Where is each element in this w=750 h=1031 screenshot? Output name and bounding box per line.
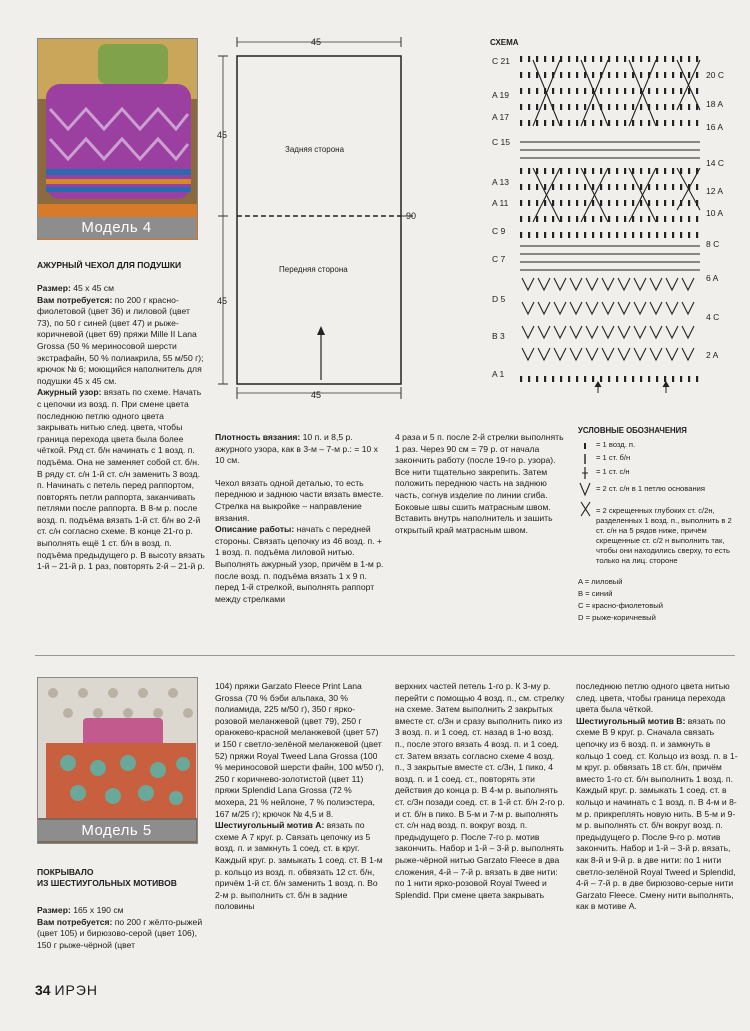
m5-need-text: по 200 г жёлто-рыжей (цвет 105) и бирюзово-серой (цвет 106), 150 г рыже-чёрной (цвет	[37, 916, 203, 950]
legend-color: D = рыже-коричневый	[578, 613, 656, 622]
scheme-row-label: D 5	[492, 294, 506, 304]
dim-left-bottom: 45	[217, 296, 228, 306]
pattern-label: Ажурный узор:	[37, 387, 102, 398]
back-side-label: Задняя сторона	[285, 145, 345, 154]
chain-stitch-icon	[584, 443, 586, 449]
scheme-row-label-right: 16 A	[706, 122, 724, 132]
m5-col3-text: верхних частей петель 1-го р. К 3-му р. перейти с помощью 4 возд. п., см. стрелку на схеме. Затем выполнить 2 закрытых вместе ст. с/3н и сразу выполнить пико из 3 возд. п. и 1 соед. ст. назад в 1-ю возд. п., после этого вязать 4 возд. п. и 1 соед. ст. Затем вязать согласно схеме 4 возд. п., 3 закрытые вместе ст. с/3н, 1 пико, 4 возд. п. и 1 соед. ст., повторять эти действия до конца р. В 4-м р. выполнять ст. с/3н позади соед. ст. в 1-й ст. б/н 2-го р. и ст. б/н в пико. В 5-м и 7-м р. выполнять ст. с/н над возд. п. вокруг возд. п. предыдущего р. После 7-го р. мотив закончить. Набор и 1-й – 3-й р. выполнять рыже-чёрной нитью Garzato Fleece в два сложения, 4-й – 7-й р. вязать в две нити: по 1 нити ярко-розовой Royal Tweed и Splendid. При смене цвета закрывать	[395, 681, 565, 900]
model5-photo	[37, 677, 198, 844]
scheme-row-label: C 7	[492, 254, 506, 264]
model5-title-line2: ИЗ ШЕСТИУГОЛЬНЫХ МОТИВОВ	[37, 878, 177, 888]
scheme-row-label-right: 6 A	[706, 273, 719, 283]
model4-label: Модель 4	[37, 217, 196, 238]
need-text: по 200 г красно-фиолетовой (цвет 36) и лиловой (цвет 73), по 50 г синей (цвет 47) и рыже-коричневой (цвет 69) пряжи Mille II Lana Grossa (50 % мериносовой шерсти экстрафайн, 50 % полиакрила, 55 м/50 г); крючок № 6; моющийся наполнитель для подушки 45 х 45 см.	[37, 294, 204, 386]
legend-item: = 1 ст. с/н	[596, 467, 630, 476]
model5-col4	[576, 681, 740, 913]
model4-col1	[37, 283, 207, 573]
m5-size-label: Размер:	[37, 905, 71, 915]
m5-col4-text: последнюю петлю одного цвета нитью след. цвета, чтобы граница перехода цвета была чёткой.	[576, 681, 730, 715]
bedspread-image	[38, 678, 197, 843]
dim-bottom: 45	[311, 390, 322, 400]
need-label: Вам потребуется:	[37, 294, 113, 305]
scheme-row-label-right: 12 A	[706, 186, 724, 196]
m5-col2-text: 104) пряжи Garzato Fleece Print Lana Grossa (70 % бэби альпака, 30 % полиамида, 225 м/50 г), 350 г ярко-розовой меланжевой (цвет 79), 250 г оранжево-красной меланжевой (цвет 57) и 150 г светло-зелёной меланжевой (цвет 52) пряжи Royal Tweed Lana Grossa (100 % мериносовой шерсти файн, 100 м/50 г), 250 г коричнево-золотистой (цвет 11) пряжи Splendid Lana Grossa (72 % мохера, 21 % нейлоне, 7 % полиэстера, 167 м/25 г); крючок № 4,5 и 8.	[215, 681, 384, 819]
model4-title: АЖУРНЫЙ ЧЕХОЛ ДЛЯ ПОДУШКИ	[37, 260, 182, 270]
scheme-row-label-right: 10 A	[706, 208, 724, 218]
motifB-text: вязать по схеме В 9 круг. р. Сначала связать цепочку из 6 возд. п. и замкнуть в кольцо 1 соед. ст. Кольцо из возд. п. в 1-м круг. р. обвязать 18 ст. б/н, причём вместо 1-го ст. б/н выполнить 1 возд. п. Каждый круг. р. замыкать 1 соед. ст. в кольцо и начинать с 1 возд. п. В 4-м и 8-м р. прикреплять новую нить. В 5-м и 9-м р. выполнять ст. б/н вокруг возд. п. предыдущего р. После 9-го р. мотив закончить. Набор и 1-й – 3-й р. вязать, как 8-й и 9-й р. в две нити: по 1 нити светло-зелёной Royal Tweed и Splendid, 4-й – 7-й р. в две бирюзово-серые нити Garzato Fleece. Смену нити выполнять, как в мотиве А.	[576, 715, 738, 912]
page-number: 34	[35, 982, 51, 998]
size-value: 45 х 45 см	[70, 283, 114, 293]
crochet-scheme	[488, 50, 738, 395]
legend-item: = 1 ст. б/н	[596, 453, 631, 462]
pattern-diagram	[215, 35, 425, 405]
model5-title-line1: ПОКРЫВАЛО	[37, 867, 94, 877]
model5-label: Модель 5	[37, 820, 196, 841]
page-footer	[35, 982, 98, 998]
size-label: Размер:	[37, 283, 71, 293]
work-label: Описание работы:	[215, 524, 295, 535]
legend-color: C = красно-фиолетовый	[578, 601, 663, 610]
model4-photo	[37, 38, 198, 240]
legend-title: УСЛОВНЫЕ ОБОЗНАЧЕНИЯ	[578, 426, 687, 435]
section-divider	[35, 655, 735, 656]
scheme-row-label-right: 2 A	[706, 350, 719, 360]
legend-item: = 1 возд. п.	[596, 440, 636, 449]
scheme-row-label: C 9	[492, 226, 506, 236]
legend-color: B = синий	[578, 589, 613, 598]
scheme-row-label-right: 14 C	[706, 158, 724, 168]
scheme-row-label: A 1	[492, 369, 505, 379]
legend-item: = 2 ст. с/н в 1 петлю основания	[596, 484, 706, 493]
pattern-text: вязать по схеме. Начать с цепочки из возд. п. При смене цвета последнюю петлю одного цвета закрывать нитью след. цвета, чтобы граница перехода цвета была более чёткой. Ряд ст. б/н начинать с 1 возд. п. подъёма. Она не заменяет собой ст. б/н. В ряду ст. с/н 1-й ст. с/н заменить 3 возд. п. Начинать с петель перед раппортом, повторять петли раппорта, заканчивать петлями после раппорта. В 8-м р. после возд. п. подъёма вязать 1-й ст. б/н во 2-й ст. с/н согласно схеме. В конце 21-го р. выполнять ещё 1 ст. б/н в возд. п. подъёма предыдущего р. В высоту вязать 1-й – 21-й р. 1 раз, повторять 2-й – 21-й р.	[37, 387, 205, 572]
model5-title	[37, 867, 207, 889]
legend-item: = 2 скрещенных глубоких ст. с/2н, разделенных 1 возд. п., выполнить в 2 ст. с/н на 5 рядов ниже, причём скрещенные ст. с/2 н выполнить так, чтобы они находились сверху, то есть только на лиц. стороне	[596, 506, 732, 565]
legend-symbols	[578, 438, 596, 518]
col3-p1: 4 раза и 5 п. после 2-й стрелки выполнять 1 раз. Через 90 см = 79 р. от начала закончить работу (после 19-го р. узора).	[395, 432, 564, 466]
work-intro: Чехол вязать одной деталью, то есть переднюю и заднюю части вязать вместе. Стрелка на выкройке – направление вязания.	[215, 477, 384, 523]
model5-col1	[37, 905, 207, 951]
density-label: Плотность вязания:	[215, 432, 301, 442]
model4-col2	[215, 432, 385, 605]
density-text: 10 п. и 8,5 р. ажурного узора, как в 3-м – 7-м р.: = 10 х 10 см.	[215, 432, 378, 466]
front-side-label: Передняя сторона	[279, 265, 348, 274]
scheme-row-label-right: 4 C	[706, 312, 720, 322]
scheme-row-label: A 19	[492, 90, 510, 100]
work-text: начать с передней стороны. Связать цепочку из 46 возд. п. + 1 возд. п. подъёма лиловой нитью. Выполнять ажурный узор, причём в 1-м р. после возд. п. подъёма вязать 1 х 9 п. перед 1-й стрелкой, выполнять раппорт между стрелками	[215, 524, 384, 604]
m5-size-value: 165 х 190 см	[70, 905, 124, 915]
motifB-label: Шестиугольный мотив В:	[576, 715, 686, 726]
scheme-row-label: C 21	[492, 56, 510, 66]
dim-top: 45	[311, 37, 322, 47]
dim-left-top: 45	[217, 130, 228, 140]
scheme-row-label: A 13	[492, 177, 510, 187]
m5-need-label: Вам потребуется:	[37, 916, 113, 927]
scheme-row-label: A 11	[492, 198, 509, 208]
scheme-row-label-right: 18 A	[706, 99, 724, 109]
legend-color: A = лиловый	[578, 577, 623, 586]
motifA-label: Шестиугольный мотив А:	[215, 820, 325, 831]
scheme-row-label-right: 20 C	[706, 70, 724, 80]
scheme-row-label-right: 8 C	[706, 239, 720, 249]
scheme-row-label: A 17	[492, 112, 510, 122]
model5-col2	[215, 681, 385, 913]
scheme-row-label: B 3	[492, 331, 505, 341]
dim-right: 90	[406, 211, 417, 221]
scheme-grid	[488, 50, 738, 395]
scheme-row-label: C 15	[492, 137, 510, 147]
model5-col3	[395, 681, 565, 901]
magazine-brand: ИРЭН	[54, 982, 99, 998]
motifA-text: вязать по схеме А 7 круг. р. Связать цепочку из 5 возд. п. и замкнуть 1 соед. ст. в круг. Каждый круг. р. замыкать 1 соед. ст. В 1-м р. кольцо из возд. п. обвязать 12 ст. б/н, причём 1-й ст. б/н заменить 1 возд. п. Во 2-м р. выполнить ст. б/н в задние половины	[215, 820, 383, 912]
model4-col3	[395, 432, 565, 536]
pillow-image	[38, 39, 197, 239]
scheme-title: СХЕМА	[490, 38, 519, 47]
col3-p2: Все нити тщательно закрепить. Затем положить переднюю часть на заднюю часть, согнув изделие по линии сгиба. Боковые швы сшить матрасным швом. Вставить внутрь наполнитель и зашить открытый край матрасным швом.	[395, 466, 553, 535]
